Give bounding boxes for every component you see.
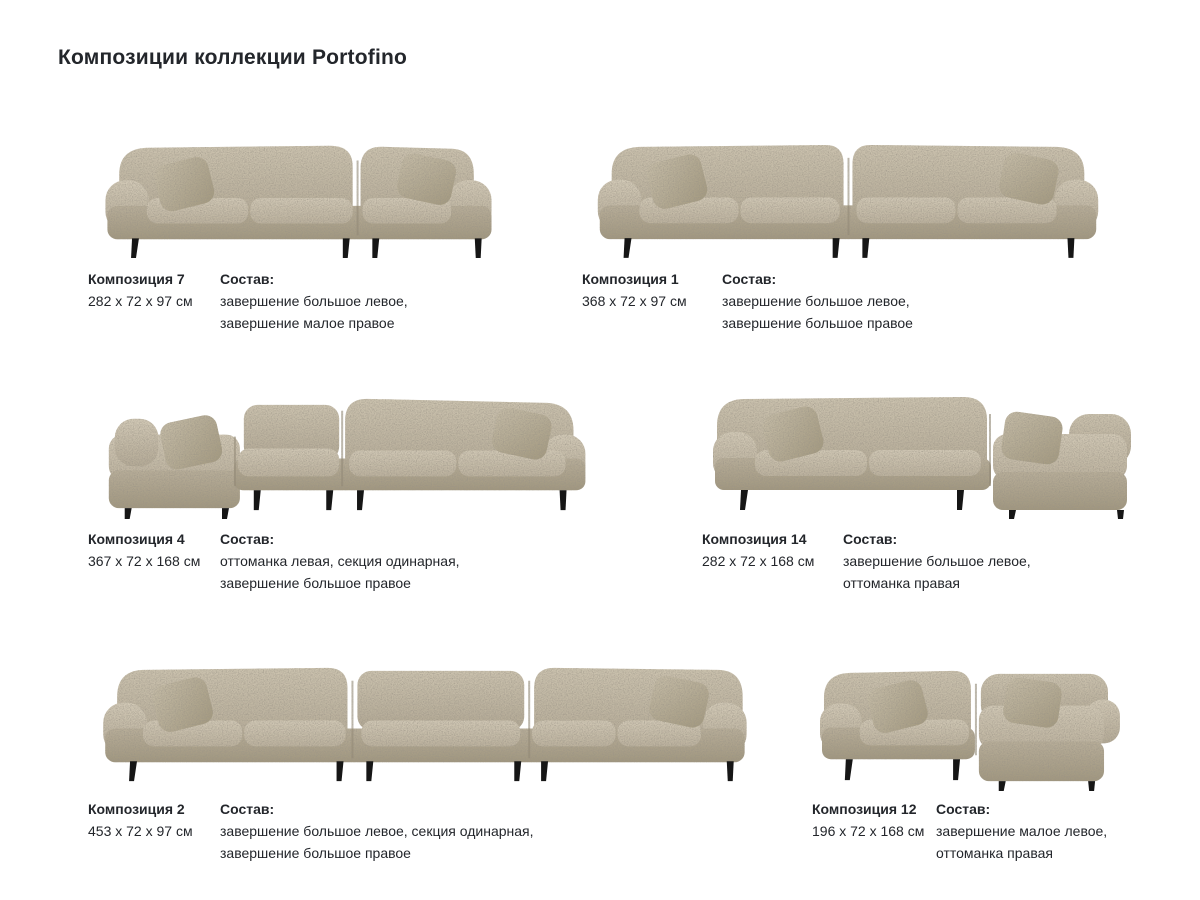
composition-name: Композиция 12 bbox=[812, 801, 917, 817]
sofa-image-komp-1 bbox=[578, 128, 1118, 259]
composition-name: Композиция 2 bbox=[88, 801, 185, 817]
composition-card-12 bbox=[812, 798, 1107, 864]
composition-dimensions: 196 x 72 x 168 см bbox=[812, 823, 925, 839]
sostav-label: Состав: bbox=[220, 271, 275, 287]
composition-card-4 bbox=[88, 528, 460, 594]
sostav-line: завершение малое правое bbox=[220, 315, 395, 331]
sostav-line: завершение большое правое bbox=[722, 315, 913, 331]
sostav-label: Состав: bbox=[220, 531, 275, 547]
sofa-image-komp-12 bbox=[806, 650, 1124, 793]
composition-dimensions: 367 x 72 x 168 см bbox=[88, 553, 201, 569]
composition-dimensions: 282 x 72 x 168 см bbox=[702, 553, 815, 569]
composition-name: Композиция 4 bbox=[88, 531, 185, 547]
composition-card-7 bbox=[88, 268, 408, 334]
composition-dimensions: 282 x 72 x 97 см bbox=[88, 293, 193, 309]
sostav-line: завершение малое левое, bbox=[936, 823, 1108, 839]
composition-dimensions: 368 x 72 x 97 см bbox=[582, 293, 687, 309]
sostav-line: оттоманка левая, секция одинарная, bbox=[220, 553, 460, 569]
sostav-line: завершение большое левое, секция одинарная, bbox=[220, 823, 534, 839]
composition-card-14 bbox=[702, 528, 1031, 594]
sostav-line: оттоманка правая bbox=[843, 575, 960, 591]
sostav-line: оттоманка правая bbox=[936, 845, 1053, 861]
sostav-line: завершение большое правое bbox=[220, 845, 411, 861]
sostav-label: Состав: bbox=[936, 801, 991, 817]
sostav-label: Состав: bbox=[220, 801, 275, 817]
page-title: Композиции коллекции Portofino bbox=[58, 46, 408, 69]
sostav-label: Состав: bbox=[843, 531, 898, 547]
sofa-image-komp-4 bbox=[84, 381, 642, 520]
composition-card-1 bbox=[582, 268, 913, 334]
sofa-image-komp-2 bbox=[82, 651, 750, 790]
sostav-line: завершение большое левое, bbox=[220, 293, 408, 309]
sofa-image-komp-7 bbox=[85, 129, 510, 259]
sostav-label: Состав: bbox=[722, 271, 777, 287]
sostav-line: завершение большое левое, bbox=[843, 553, 1031, 569]
sofa-image-komp-14 bbox=[697, 380, 1147, 520]
composition-name: Композиция 1 bbox=[582, 271, 679, 287]
composition-name: Композиция 7 bbox=[88, 271, 185, 287]
sostav-line: завершение большое правое bbox=[220, 575, 411, 591]
composition-dimensions: 453 x 72 x 97 см bbox=[88, 823, 193, 839]
composition-name: Композиция 14 bbox=[702, 531, 807, 547]
sostav-line: завершение большое левое, bbox=[722, 293, 910, 309]
composition-card-2 bbox=[88, 798, 534, 864]
